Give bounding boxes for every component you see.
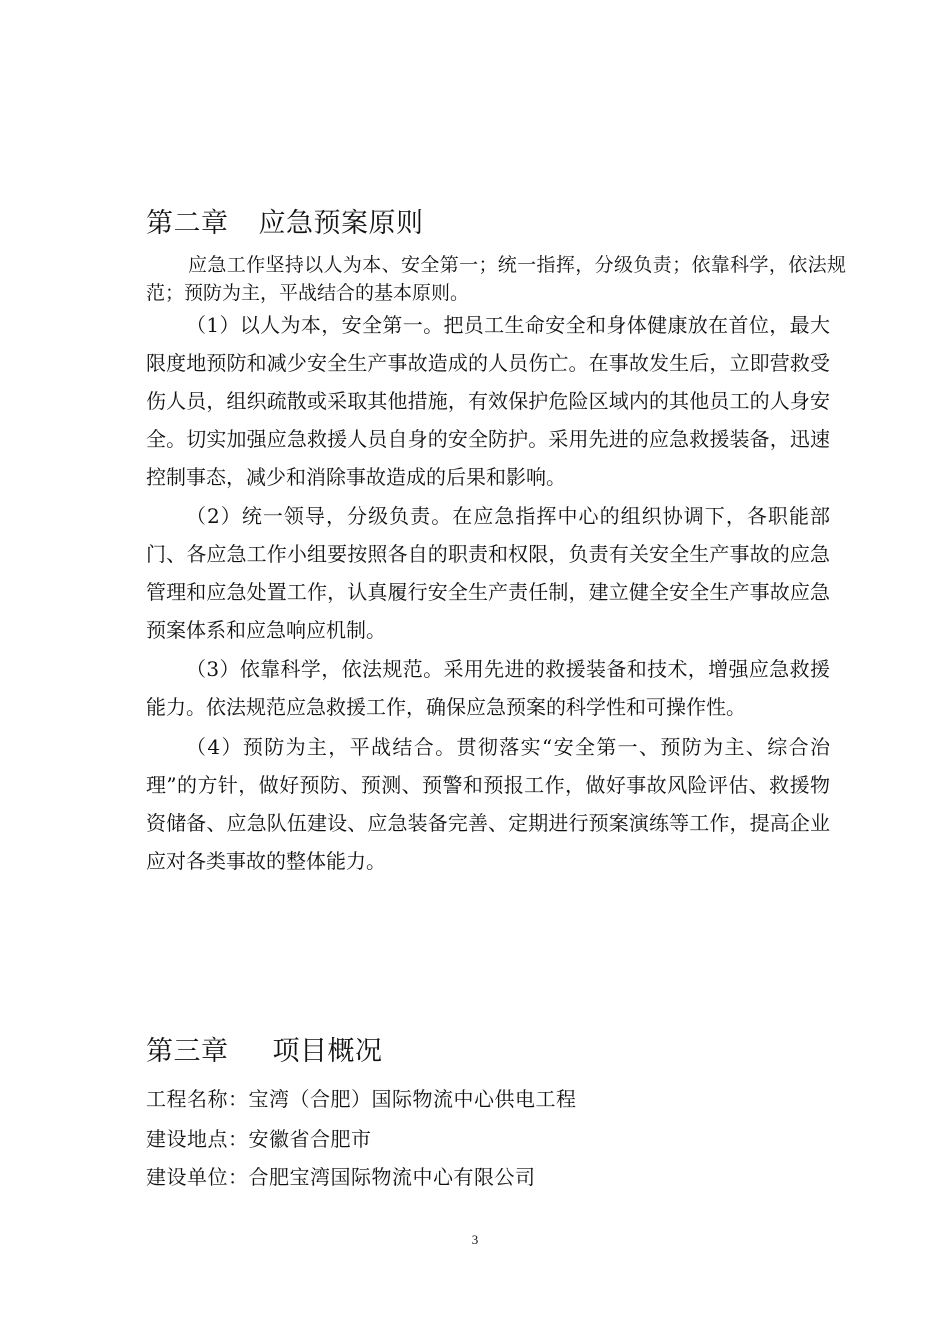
chapter2-number: 第二章 [146, 208, 229, 239]
chapter2-heading [146, 207, 424, 241]
principle-3: （3）依靠科学，依法规范。采用先进的救援装备和技术，增强应急救援能力。依法规范应急救援工作，确保应急预案的科学性和可操作性。 [146, 657, 830, 719]
chapter3-title: 项目概况 [272, 1036, 383, 1067]
project-owner: 建设单位：合肥宝湾国际物流中心有限公司 [146, 1165, 536, 1189]
page-number: 3 [471, 1232, 479, 1247]
chapter2-title: 应急预案原则 [258, 208, 424, 239]
chapter3-heading [146, 1035, 383, 1069]
project-name: 工程名称：宝湾（合肥）国际物流中心供电工程 [146, 1087, 577, 1111]
principle-2: （2）统一领导，分级负责。在应急指挥中心的组织协调下，各职能部门、各应急工作小组要按照各自的职责和权限，负责有关安全生产事故的应急管理和应急处置工作，认真履行安全生产责任制，建立健全安全生产事故应急预案体系和应急响应机制。 [146, 504, 830, 642]
principle-1: （1）以人为本，安全第一。把员工生命安全和身体健康放在首位，最大限度地预防和减少安全生产事故造成的人员伤亡。在事故发生后，立即营救受伤人员，组织疏散或采取其他措施，有效保护危险区域内的其他员工的人身安全。切实加强应急救援人员自身的安全防护。采用先进的应急救援装备，迅速控制事态，减少和消除事故造成的后果和影响。 [146, 313, 830, 489]
chapter3-number: 第三章 [146, 1036, 229, 1067]
chapter2-intro: 应急工作坚持以人为本、安全第一；统一指挥，分级负责；依靠科学，依法规范；预防为主，平战结合的基本原则。 [146, 254, 846, 304]
principle-4: （4）预防为主，平战结合。贯彻落实“安全第一、预防为主、综合治理”的方针，做好预防、预测、预警和预报工作，做好事故风险评估、救援物资储备、应急队伍建设、应急装备完善、定期进行预案演练等工作，提高企业应对各类事故的整体能力。 [146, 735, 830, 873]
project-location: 建设地点：安徽省合肥市 [146, 1127, 372, 1151]
